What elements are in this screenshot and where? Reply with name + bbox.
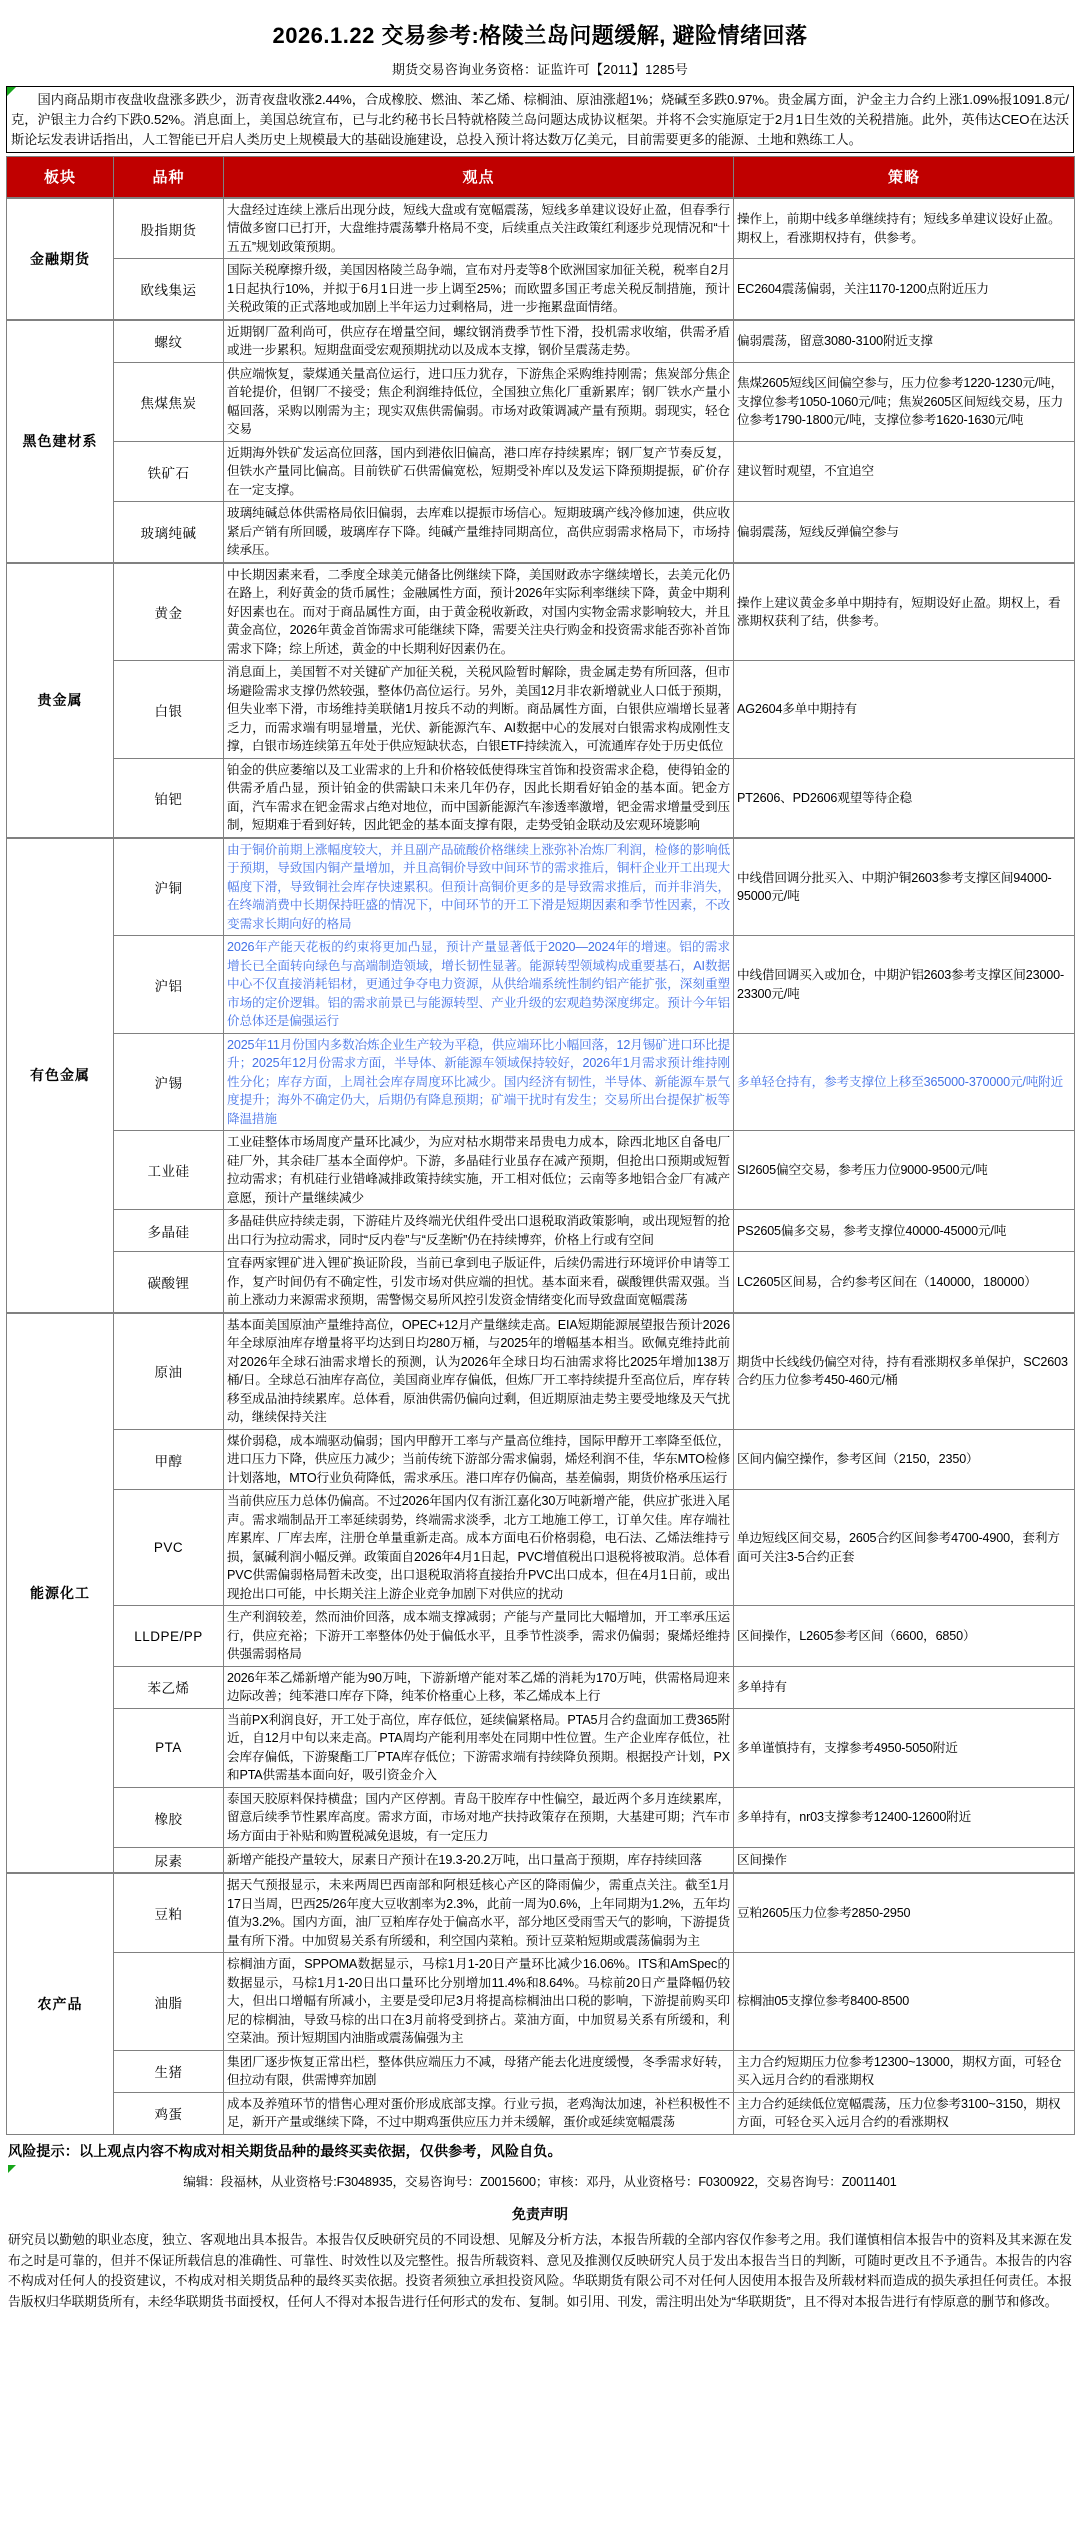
table-row [7,198,1075,259]
variety-cell: 螺纹 [114,320,224,363]
strategy-cell: PS2605偏多交易，参考支撑位40000-45000元/吨 [734,1210,1075,1252]
view-cell: 玻璃纯碱总体供需格局依旧偏弱，去库难以提振市场信心。短期玻璃产线冷修加速，供应收紧后产销有所回暖，玻璃库存下降。纯碱产量维持同期高位，高供应弱需求格局下，市场持续承压。 [224,502,734,563]
table-row [7,1787,1075,1848]
variety-cell: 沪铝 [114,936,224,1034]
table-row [7,1313,1075,1430]
table-row [7,1131,1075,1210]
view-cell: 当前PX利润良好，开工处于高位，库存低位，延续偏紧格局。PTA5月合约盘面加工费365附近，自12月中旬以来走高。PTA周均产能利用率处在同期中性位置。生产企业库存低位，社会库存偏低，下游聚酯工厂PTA库存低位；下游需求端有持续降负预期。根据投产计划，PX和PTA供需基本面向好，吸引资金介入 [224,1708,734,1787]
sector-cell: 农产品 [7,1873,114,2134]
variety-cell: 鸡蛋 [114,2092,224,2134]
table-row [7,1873,1075,1953]
view-cell: 2025年11月份国内多数冶炼企业生产较为平稳，供应端环比小幅回落，12月锡矿进口环比提升；2025年12月份需求方面，半导体、新能源车领域保持较好，2026年1月需求预计维持刚性分化；库存方面，上周社会库存周度环比减少。国内经济有韧性，半导体、新能源车景气度提升；海外不确定仍大，后期仍有降息预期；矿端干扰时有发生；交易所出台提保扩板等降温措施 [224,1033,734,1131]
table-row [7,838,1075,936]
variety-cell: 沪锡 [114,1033,224,1131]
strategy-cell: 主力合约短期压力位参考12300~13000，期权方面，可轻仓买入远月合约的看涨期权 [734,2050,1075,2092]
variety-cell: 生猪 [114,2050,224,2092]
view-cell: 多晶硅供应持续走弱，下游硅片及终端光伏组件受出口退税取消政策影响，或出现短暂的抢出口行为拉动需求，同时“反内卷”与“反垄断”仍在持续博弈，价格上行或有空间 [224,1210,734,1252]
table-row [7,362,1075,441]
variety-cell: PVC [114,1490,224,1606]
view-cell: 宜春两家锂矿进入锂矿换证阶段，当前已拿到电子版证件，后续仍需进行环境评价申请等工作，复产时间仍有不确定性，引发市场对供应端的担忧。基本面来看，碳酸锂供需双强。当前上涨动力来源需求预期，需警惕交易所风控引发资金情绪变化而导致盘面宽幅震荡 [224,1252,734,1313]
col-header-sector: 板块 [7,156,114,198]
strategy-cell: 区间内偏空操作，参考区间（2150，2350） [734,1429,1075,1490]
variety-cell: 原油 [114,1313,224,1430]
editor-credit-line [6,2163,1074,2194]
variety-cell: 黄金 [114,563,224,661]
strategy-cell: 中线借回调分批买入、中期沪铜2603参考支撑区间94000-95000元/吨 [734,838,1075,936]
variety-cell: 沪铜 [114,838,224,936]
view-cell: 近期海外铁矿发运高位回落，国内到港依旧偏高，港口库存持续累库；钢厂复产节奏反复，但铁水产量同比偏高。目前铁矿石供需偏宽松，短期受补库以及发运下降预期提振，矿价存在一定支撑。 [224,441,734,502]
variety-cell: PTA [114,1708,224,1787]
table-row [7,1033,1075,1131]
strategy-cell: 偏弱震荡，留意3080-3100附近支撑 [734,320,1075,363]
strategy-cell: 操作上，前期中线多单继续持有；短线多单建议设好止盈。期权上，看涨期权持有，供参考。 [734,198,1075,259]
strategy-cell: 操作上建议黄金多单中期持有，短期设好止盈。期权上，看涨期权获利了结，供参考。 [734,563,1075,661]
table-row [7,1210,1075,1252]
variety-cell: 豆粕 [114,1873,224,1953]
variety-cell: 尿素 [114,1848,224,1874]
strategy-cell: EC2604震荡偏弱，关注1170-1200点附近压力 [734,259,1075,320]
strategy-cell: 豆粕2605压力位参考2850-2950 [734,1873,1075,1953]
disclaimer-title: 免责声明 [512,2205,568,2222]
table-row [7,661,1075,759]
view-cell: 煤价弱稳，成本端驱动偏弱；国内甲醇开工率与产量高位维持，国际甲醇开工率降至低位，进口压力下降，供应压力减少；当前传统下游部分需求偏弱，烯烃利润不佳，华东MTO检修计划落地，MTO行业负荷降低，需求承压。港口库存仍偏高，基差偏弱，期货价格承压运行 [224,1429,734,1490]
risk-disclaimer-note: 风险提示：以上观点内容不构成对相关期货品种的最终买卖依据，仅供参考，风险自负。 [8,2142,562,2159]
table-row [7,758,1075,838]
strategy-cell: 偏弱震荡，短线反弹偏空参与 [734,502,1075,563]
col-header-strategy: 策略 [734,156,1075,198]
strategy-cell: 多单谨慎持有，支撑参考4950-5050附近 [734,1708,1075,1787]
table-row [7,2092,1075,2134]
view-cell: 集团厂逐步恢复正常出栏，整体供应端压力不减，母猪产能去化进度缓慢，冬季需求好转，但拉动有限，供需博弈加剧 [224,2050,734,2092]
sector-cell: 贵金属 [7,563,114,838]
table-row [7,320,1075,363]
table-row [7,502,1075,563]
variety-cell: 欧线集运 [114,259,224,320]
table-row [7,1953,1075,2051]
variety-cell: 油脂 [114,1953,224,2051]
view-cell: 2026年产能天花板的约束将更加凸显，预计产量显著低于2020—2024年的增速。铝的需求增长已全面转向绿色与高端制造领域，增长韧性显著。能源转型领域构成重要基石，AI数据中心不仅直接消耗铝材，更通过争夺电力资源，从供给端系统性制约铝产能扩张，深刻重塑市场的定价逻辑。铝的需求前景已与能源转型、产业升级的宏观趋势深度绑定。预计今年铝价总体还是偏强运行 [224,936,734,1034]
strategy-cell: 多单持有 [734,1666,1075,1708]
strategy-cell: 区间操作 [734,1848,1075,1874]
strategy-cell: 区间操作，L2605参考区间（6600，6850） [734,1606,1075,1667]
view-cell: 消息面上，美国暂不对关键矿产加征关税，关税风险暂时解除，贵金属走势有所回落，但市场避险需求支撑仍然较强，整体仍高位运行。另外，美国12月非农新增就业人口低于预期，但失业率下滑，市场维持美联储1月按兵不动的判断。商品属性方面，白银供应端增长显著乏力，而需求端有明显增量，光伏、新能源汽车、AI数据中心的发展对白银需求构成刚性支撑，白银市场连续第五年处于供应短缺状态，白银ETF持续流入，可流通库存处于历史低位 [224,661,734,759]
view-cell: 大盘经过连续上涨后出现分歧，短线大盘或有宽幅震荡，短线多单建议设好止盈，但春季行情做多窗口已打开，大盘维持震荡攀升格局不变，后续重点关注政策红利逐步兑现情况和“十五五”规划政策预期。 [224,198,734,259]
intro-text: 国内商品期市夜盘收盘涨多跌少，沥青夜盘收涨2.44%，合成橡胶、燃油、苯乙烯、棕榈油、原油涨超1%；烧碱至多跌0.97%。贵金属方面，沪金主力合约上涨1.09%报1091.8元/克，沪银主力合约下跌0.52%。消息面上，美国总统宣布，已与北约秘书长吕特就格陵兰岛问题达成协议框架。并将不会实施原定于2月1日生效的关税措施。此外，英伟达CEO在达沃斯论坛发表讲话指出，人工智能已开启人类历史上规模最大的基础设施建设，总投入预计将达数万亿美元，目前需要更多的能源、土地和熟练工人。 [11,91,1069,147]
license-subtitle: 期货交易咨询业务资格：证监许可【2011】1285号 [391,61,689,77]
view-cell: 供应端恢复，蒙煤通关量高位运行，进口压力犹存，下游焦企采购维持刚需；焦炭部分焦企首轮提价，但钢厂不接受；焦企利润维持低位，全国独立焦化厂重新累库；钢厂铁水产量小幅回落，采购以刚需为主；现实双焦供需偏弱。市场对政策调减产量有预期。弱现实，轻仓交易 [224,362,734,441]
strategy-cell: 棕榈油05支撑位参考8400-8500 [734,1953,1075,2051]
table-row [7,1606,1075,1667]
sector-cell: 金融期货 [7,198,114,320]
view-cell: 泰国天胶原料保持横盘；国内产区停割。青岛干胶库存中性偏空，最近两个多月连续累库，留意后续季节性累库高度。需求方面，市场对地产扶持政策存在预期，大基建可期；汽车市场方面由于补贴和购置税减免退坡，有一定压力 [224,1787,734,1848]
variety-cell: 苯乙烯 [114,1666,224,1708]
table-row [7,441,1075,502]
variety-cell: 白银 [114,661,224,759]
intro-summary-box [6,86,1074,153]
strategy-cell: 期货中长线线仍偏空对待，持有看涨期权多单保护，SC2603合约压力位参考450-460元/桶 [734,1313,1075,1430]
strategy-cell: 单边短线区间交易，2605合约区间参考4700-4900，套利方面可关注3-5合约正套 [734,1490,1075,1606]
variety-cell: 橡胶 [114,1787,224,1848]
view-cell: 由于铜价前期上涨幅度较大，并且副产品硫酸价格继续上涨弥补冶炼厂利润，检修的影响低于预期，导致国内铜产量增加，并且高铜价导致中间环节的需求推后，铜杆企业开工出现大幅度下滑，导致铜社会库存快速累积。但预计高铜价更多的是导致需求推后，而并非消失，在终端消费中长期保持旺盛的情况下，中间环节的开工下滑是短期因素和季节性因素，不改变需求长期向好的格局 [224,838,734,936]
table-row [7,563,1075,661]
table-header-row [7,156,1075,198]
strategy-cell: 多单持有，nr03支撑参考12400-12600附近 [734,1787,1075,1848]
variety-cell: 焦煤焦炭 [114,362,224,441]
strategy-cell: 建议暂时观望，不宜追空 [734,441,1075,502]
market-view-table [6,156,1075,2135]
table-row [7,1848,1075,1874]
table-row [7,1666,1075,1708]
variety-cell: 玻璃纯碱 [114,502,224,563]
variety-cell: 碳酸锂 [114,1252,224,1313]
table-row [7,1429,1075,1490]
view-cell: 工业硅整体市场周度产量环比减少，为应对枯水期带来昂贵电力成本，除西北地区自备电厂硅厂外，其余硅厂基本全面停炉。下游，多晶硅行业虽存在减产预期，但抢出口预期或短暂拉动需求；有机硅行业错峰减排政策持续实施，开工相对低位；云南等多地铝合金厂有减产意愿，预计产量继续减少 [224,1131,734,1210]
sector-cell: 能源化工 [7,1313,114,1874]
view-cell: 生产利润较差，然而油价回落，成本端支撑减弱；产能与产量同比大幅增加，开工率承压运行，供应充裕；下游开工率整体仍处于偏低水平，且季节性淡季，需求仍偏弱；聚烯烃维持供强需弱格局 [224,1606,734,1667]
table-row [7,2050,1075,2092]
strategy-cell: LC2605区间易，合约参考区间在（140000，180000） [734,1252,1075,1313]
disclaimer-body: 研究员以勤勉的职业态度，独立、客观地出具本报告。本报告仅反映研究员的不同设想、见解及分析方法，本报告所载的全部内容仅作参考之用。我们谨慎相信本报告中的资料及其来源在发布之时是可靠的，但并不保证所载信息的准确性、可靠性、时效性以及完整性。报告所载资料、意见及推测仅反映研究人员于发出本报告当日的判断，可随时更改且不予通告。本报告的内容不构成对任何人的投资建议，不构成对相关期货品种的最终买卖依据。投资者须独立承担投资风险。华联期货有限公司不对任何人因使用本报告及所载材料而造成的损失承担任何责任。本报告版权归华联期货所有，未经华联期货书面授权，任何人不得对本报告进行任何形式的发布、复制。如引用、刊发，需注明出处为“华联期货”，且不得对本报告进行有悖原意的删节和修改。 [8,2231,1072,2309]
table-row [7,259,1075,320]
col-header-variety: 品种 [114,156,224,198]
sector-cell: 有色金属 [7,838,114,1313]
view-cell: 铂金的供应萎缩以及工业需求的上升和价格较低使得珠宝首饰和投资需求企稳，使得铂金的供需矛盾凸显，预计铂金的供需缺口未来几年仍存，因此长期看好铂金的基本面。钯金方面，汽车需求在钯金需求占绝对地位，而中国新能源汽车渗透率激增，钯金需求增量受到压制，短期难于看到好转，因此钯金的基本面支撑有限，走势受铂金联动及宏观环境影响 [224,758,734,838]
view-cell: 国际关税摩擦升级，美国因格陵兰岛争端，宣布对丹麦等8个欧洲国家加征关税，税率自2月1日起执行10%，并拟于6月1日进一步上调至25%；而欧盟多国正考虑关税反制措施，预计关税政策的正式落地或加剧上半年运力过剩格局，进一步拖累盘面情绪。 [224,259,734,320]
comment-flag-icon [7,87,16,96]
table-head [7,156,1075,198]
strategy-cell: 主力合约延续低位宽幅震荡，压力位参考3100~3150，期权方面，可轻仓买入远月合约的看涨期权 [734,2092,1075,2134]
table-row [7,1490,1075,1606]
view-cell: 据天气预报显示，未来两周巴西南部和阿根廷核心产区的降雨偏少，需重点关注。截至1月17日当周，巴西25/26年度大豆收割率为2.3%，此前一周为0.6%，上年同期为1.2%，五年均值为3.2%。国内方面，油厂豆粕库存处于偏高水平，部分地区受雨雪天气的影响，下游提货量有所下滑。中加贸易关系有所缓和，利空国内菜粕。预计豆菜粕短期或震荡偏弱为主 [224,1873,734,1953]
strategy-cell: 多单轻仓持有，参考支撑位上移至365000-370000元/吨附近 [734,1033,1075,1131]
view-cell: 近期钢厂盈利尚可，供应存在增量空间，螺纹钢消费季节性下滑，投机需求收缩，供需矛盾或进一步累积。短期盘面受宏观预期扰动以及成本支撑，钢价呈震荡走势。 [224,320,734,363]
variety-cell: LLDPE/PP [114,1606,224,1667]
editor-credit-text: 编辑：段福林，从业资格号:F3048935，交易咨询号：Z0015600；审核：邓丹，从业资格号：F0300922，交易咨询号：Z0011401 [183,2174,897,2189]
comment-flag-icon-2 [8,2165,16,2173]
table-row [7,936,1075,1034]
page-title: 2026.1.22 交易参考:格陵兰岛问题缓解, 避险情绪回落 [272,23,808,48]
view-cell: 中长期因素来看，二季度全球美元储备比例继续下降，美国财政赤字继续增长，去美元化仍在路上，利好黄金的货币属性；金融属性方面，预计2026年实际利率继续下降，黄金中期利好因素也在。而对于商品属性方面，由于黄金税收新政，对国内实物金需求影响较大，并且黄金高位，2026年黄金首饰需求可能继续下降，需要关注央行购金和投资需求能否弥补首饰需求下降；综上所述，黄金的中长期利好因素仍在。 [224,563,734,661]
view-cell: 当前供应压力总体仍偏高。不过2026年国内仅有浙江嘉化30万吨新增产能，供应扩张进入尾声。需求端制品开工率延续弱势，终端需求淡季，北方工地施工停工，订单欠佳。库存端社库累库、厂库去库，注册仓单量重新走高。成本方面电石价格弱稳，电石法、乙烯法维持亏损，氯碱利润小幅反弹。政策面自2026年4月1日起，PVC增值税出口退税将被取消。总体看PVC供需偏弱格局暂未改变，出口退税取消将直接抬升PVC出口成本，但在4月1日前，或出现抢出口可能，中长期关注上游企业竞争加剧下对供应的扰动 [224,1490,734,1606]
strategy-cell: 焦煤2605短线区间偏空参与，压力位参考1220-1230元/吨，支撑位参考1050-1060元/吨；焦炭2605区间短线交易，压力位参考1790-1800元/吨，支撑位参考1620-1630元/吨 [734,362,1075,441]
view-cell: 基本面美国原油产量维持高位，OPEC+12月产量继续走高。EIA短期能源展望报告预计2026年全球原油库存增量将平均达到日均280万桶，与2025年的增幅基本相当。欧佩克维持此前对2026年全球石油需求增长的预测，认为2026年全球日均石油需求将比2025年增加138万桶/日。全球总石油库存高位，美国商业库存偏低，但炼厂开工率持续提升至高位后，库存转移至成品油持续累库。总体看，原油供需仍偏向过剩，但近期原油走势主要受地缘及天气扰动，继续保持关注 [224,1313,734,1430]
table-row [7,1252,1075,1313]
variety-cell: 多晶硅 [114,1210,224,1252]
variety-cell: 工业硅 [114,1131,224,1210]
variety-cell: 甲醇 [114,1429,224,1490]
variety-cell: 铂钯 [114,758,224,838]
variety-cell: 股指期货 [114,198,224,259]
view-cell: 2026年苯乙烯新增产能为90万吨，下游新增产能对苯乙烯的消耗为170万吨，供需格局迎来边际改善；纯苯港口库存下降，纯苯价格重心上移，苯乙烯成本上行 [224,1666,734,1708]
view-cell: 棕榈油方面，SPPOMA数据显示，马棕1月1-20日产量环比减少16.06%。ITS和AmSpec的数据显示，马棕1月1-20日出口量环比分别增加11.4%和8.64%。马棕前20日产量降幅仍较大，但出口增幅有所减小，主要是受印尼3月将提高棕榈油出口税的影响，下游提前购买印尼的棕榈油，导致马棕的出口在3月前将受到挤占。菜油方面，中加贸易关系有所缓和，利空菜油。预计短期国内油脂或震荡偏强为主 [224,1953,734,2051]
strategy-cell: AG2604多单中期持有 [734,661,1075,759]
view-cell: 新增产能投产量较大，尿素日产预计在19.3-20.2万吨，出口量高于预期，库存持续回落 [224,1848,734,1874]
sector-cell: 黑色建材系 [7,320,114,563]
col-header-view: 观点 [224,156,734,198]
table-body [7,198,1075,2135]
strategy-cell: SI2605偏空交易，参考压力位9000-9500元/吨 [734,1131,1075,1210]
strategy-cell: 中线借回调买入或加仓，中期沪铝2603参考支撑区间23000-23300元/吨 [734,936,1075,1034]
strategy-cell: PT2606、PD2606观望等待企稳 [734,758,1075,838]
variety-cell: 铁矿石 [114,441,224,502]
view-cell: 成本及养殖环节的惜售心理对蛋价形成底部支撑。行业亏损，老鸡淘汰加速，补栏积极性不足，新开产量或继续下降，不过中期鸡蛋供应压力并未缓解，蛋价或延续宽幅震荡 [224,2092,734,2134]
table-row [7,1708,1075,1787]
